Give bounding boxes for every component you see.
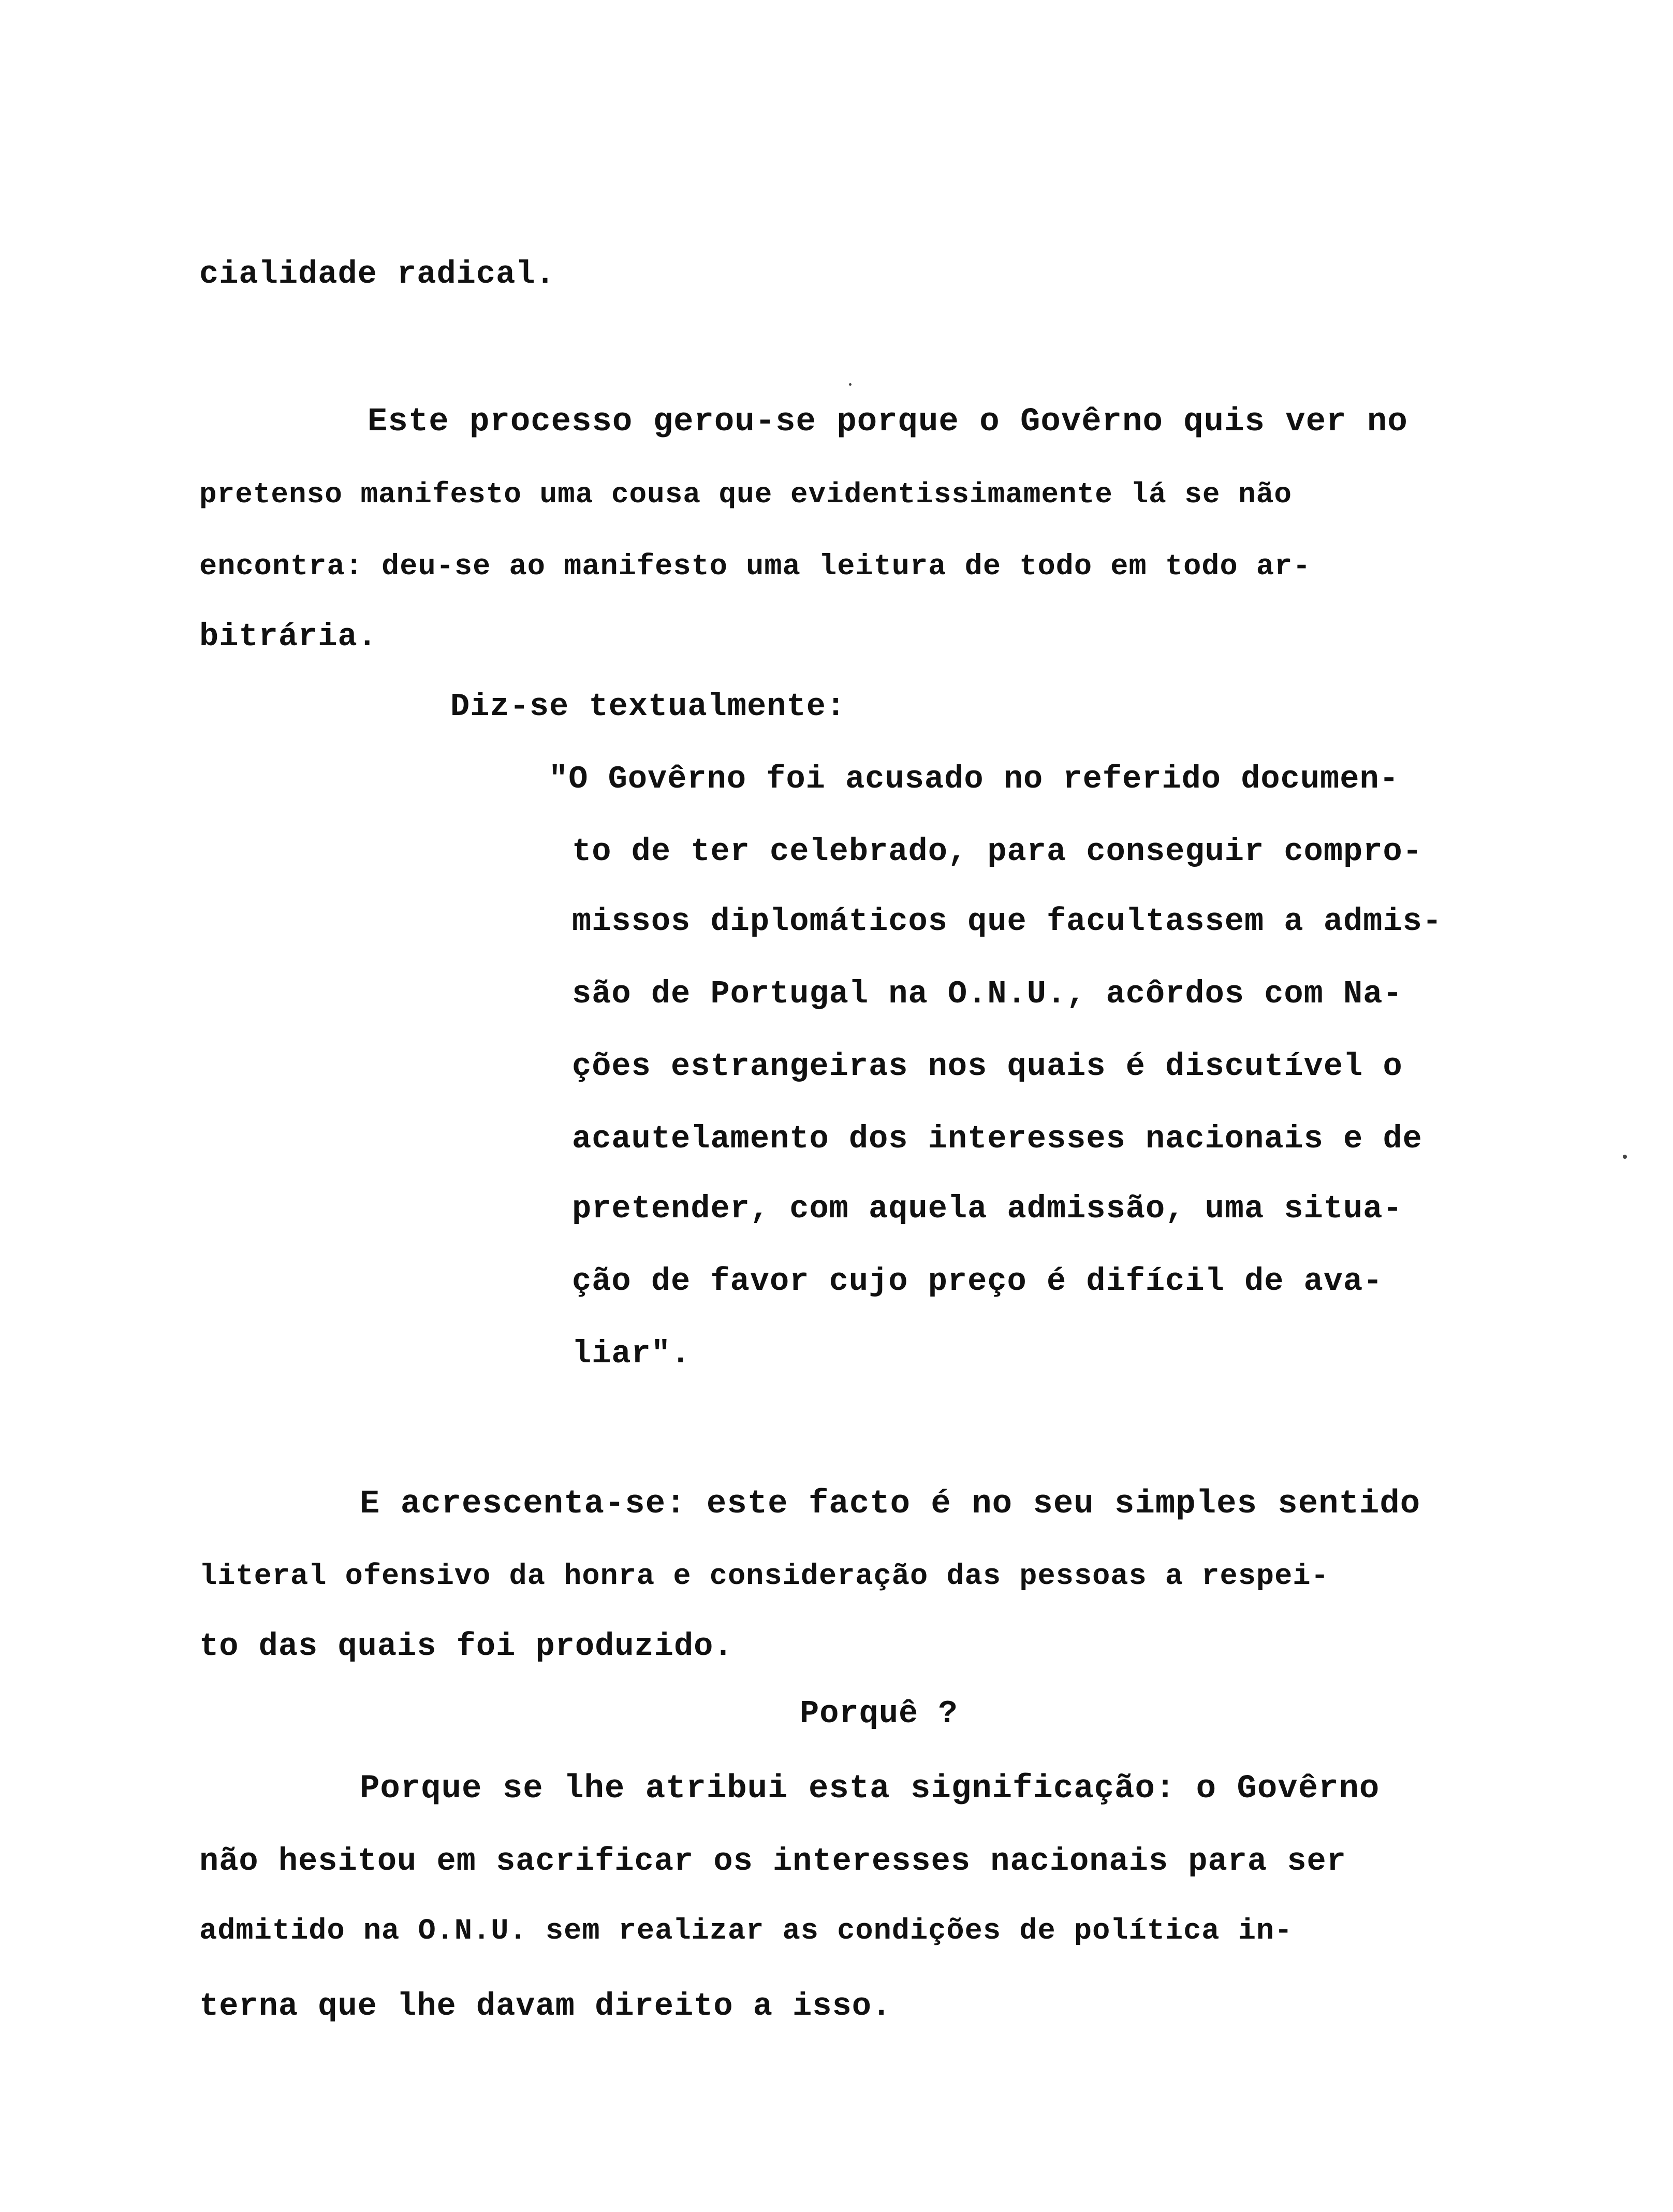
quote-line-6: acautelamento dos interesses nacionais e de — [572, 1120, 1422, 1157]
text-line-6: Diz-se textualmente: — [450, 688, 846, 725]
text-line-7: E acrescenta-se: este facto é no seu simples sentido — [360, 1486, 1421, 1523]
text-line-9: to das quais foi produzido. — [199, 1628, 733, 1665]
text-line-12: não hesitou em sacrificar os interesses nacionais para ser — [199, 1843, 1346, 1880]
quote-line-8: ção de favor cujo preço é difícil de ava- — [572, 1263, 1383, 1300]
text-line-2: Este processo gerou-se porque o Govêrno quis ver no — [368, 403, 1408, 441]
scan-speck — [1623, 1155, 1627, 1159]
text-line-14: terna que lhe davam direito a isso. — [199, 1988, 892, 2025]
quote-line-2: to de ter celebrado, para conseguir compro- — [572, 833, 1422, 870]
text-line-10: Porquê ? — [800, 1695, 958, 1732]
text-line-8: literal ofensivo da honra e consideração das pessoas a respei- — [199, 1560, 1329, 1593]
text-line-4: encontra: deu-se ao manifesto uma leitura de todo em todo ar- — [199, 550, 1311, 584]
quote-line-7: pretender, com aquela admissão, uma situa- — [572, 1190, 1403, 1227]
text-line-5: bitrária. — [199, 618, 377, 655]
text-line-13: admitido na O.N.U. sem realizar as condições de política in- — [199, 1915, 1293, 1948]
scan-speck — [849, 383, 852, 386]
quote-line-4: são de Portugal na O.N.U., acôrdos com Na- — [572, 976, 1403, 1012]
quote-line-1: "O Govêrno foi acusado no referido documen- — [549, 761, 1399, 797]
quote-line-3: missos diplomáticos que facultassem a admis- — [572, 903, 1443, 940]
text-line-3: pretenso manifesto uma cousa que evidentissimamente lá se não — [199, 478, 1292, 511]
text-line-1: cialidade radical. — [199, 256, 555, 293]
text-line-11: Porque se lhe atribui esta significação: o Govêrno — [360, 1770, 1380, 1808]
quote-line-9: liar". — [572, 1335, 691, 1372]
quote-line-5: ções estrangeiras nos quais é discutível o — [572, 1048, 1403, 1085]
